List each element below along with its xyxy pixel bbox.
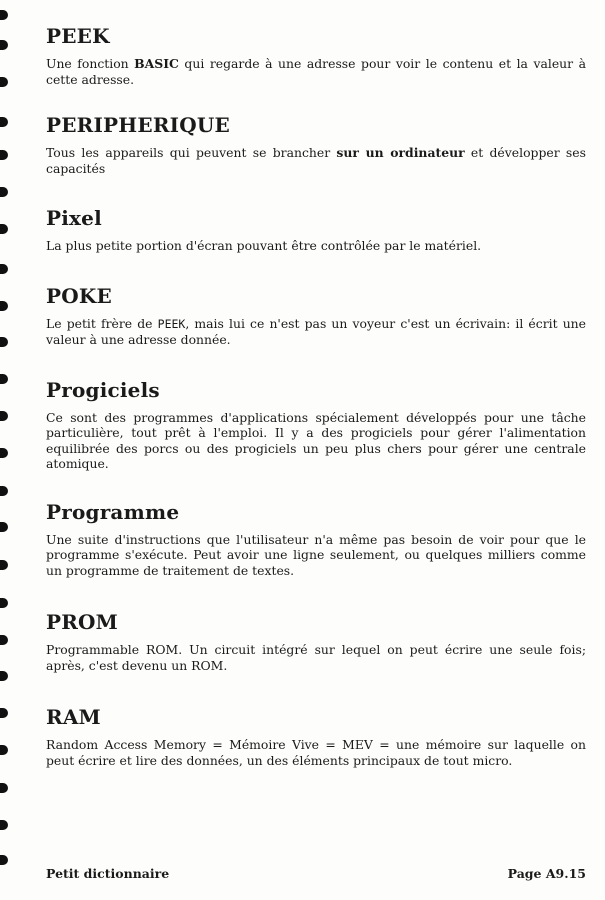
binder-hole bbox=[0, 337, 8, 347]
binder-hole bbox=[0, 264, 8, 274]
binder-hole bbox=[0, 708, 8, 718]
binder-hole bbox=[0, 598, 8, 608]
entry-definition bbox=[46, 145, 586, 176]
definition-text: , mais lui ce n'est pas un voyeur c'est un écrivain: il écrit une valeur à une adresse donnée. bbox=[46, 315, 586, 347]
binder-hole bbox=[0, 411, 8, 421]
binder-hole bbox=[0, 486, 8, 496]
page-number: Page A9.15 bbox=[507, 866, 586, 881]
entry-definition: Random Access Memory = Mémoire Vive = MEV = une mémoire sur laquelle on peut écrire et lire des données, un des éléments principaux de tout micro. bbox=[46, 737, 586, 768]
definition-text: Le petit frère de bbox=[46, 315, 158, 331]
entry-term: PEEK bbox=[46, 24, 110, 48]
binder-hole bbox=[0, 224, 8, 234]
entry-term: PROM bbox=[46, 610, 119, 634]
entry-term: Progiciels bbox=[46, 377, 160, 402]
entry-definition: Une suite d'instructions que l'utilisateur n'a même pas besoin de voir pour que le programme s'exécute. Peut avoir une ligne seulement, ou quelques milliers comme un programme de traitement de textes. bbox=[46, 531, 586, 578]
definition-text: Une fonction bbox=[46, 56, 135, 71]
definition-bold: sur un ordinateur bbox=[336, 145, 465, 160]
footer-title: Petit dictionnaire bbox=[46, 866, 170, 881]
entry-prom bbox=[46, 610, 586, 673]
definition-text: Tous les appareils qui peuvent se brancher bbox=[46, 145, 337, 160]
definition-bold: BASIC bbox=[134, 56, 179, 71]
entry-term: Pixel bbox=[46, 206, 102, 230]
binder-holes bbox=[0, 0, 14, 900]
binder-hole bbox=[0, 745, 8, 755]
entry-definition bbox=[46, 56, 586, 87]
entry-definition: Programmable ROM. Un circuit intégré sur lequel on peut écrire une seule fois; après, c'est devenu un ROM. bbox=[46, 642, 586, 673]
binder-hole bbox=[0, 448, 8, 458]
binder-hole bbox=[0, 560, 8, 570]
entry-definition bbox=[46, 316, 586, 348]
binder-hole bbox=[0, 10, 8, 20]
entry-programme bbox=[46, 500, 586, 579]
binder-hole bbox=[0, 150, 8, 160]
definition-text: et développer ses capacités bbox=[46, 145, 586, 176]
binder-hole bbox=[0, 522, 8, 532]
binder-hole bbox=[0, 374, 8, 384]
entry-definition: La plus petite portion d'écran pouvant être contrôlée par le matériel. bbox=[46, 238, 482, 253]
entry-peripherique bbox=[46, 113, 586, 176]
definition-text: qui regarde à une adresse pour voir le contenu et la valeur à cette adresse. bbox=[46, 56, 586, 87]
entry-term: Programme bbox=[46, 499, 180, 524]
entry-definition: Ce sont des programmes d'applications spécialement développés pour une tâche particulière, tout prêt à l'emploi. Il y a des progiciels pour gérer l'alimentation equilibrée des porcs ou des progiciels un peu plus chers pour gérer une centrale atomique. bbox=[46, 409, 586, 471]
entry-progiciels bbox=[46, 378, 586, 472]
page-footer bbox=[46, 866, 586, 881]
entry-term: PERIPHERIQUE bbox=[46, 113, 230, 137]
dictionary-page bbox=[46, 24, 586, 768]
binder-hole bbox=[0, 820, 8, 830]
binder-hole bbox=[0, 40, 8, 50]
binder-hole bbox=[0, 783, 8, 793]
entry-term: RAM bbox=[46, 705, 101, 729]
definition-keyword: PEEK bbox=[157, 316, 186, 331]
binder-hole bbox=[0, 187, 8, 197]
entry-term: POKE bbox=[46, 283, 112, 308]
binder-hole bbox=[0, 77, 8, 87]
entry-ram bbox=[46, 705, 586, 768]
binder-hole bbox=[0, 635, 8, 645]
binder-hole bbox=[0, 117, 8, 127]
entry-pixel bbox=[46, 206, 586, 254]
binder-hole bbox=[0, 855, 8, 865]
entry-poke bbox=[46, 284, 586, 348]
entry-peek bbox=[46, 24, 586, 87]
binder-hole bbox=[0, 301, 8, 311]
binder-hole bbox=[0, 671, 8, 681]
